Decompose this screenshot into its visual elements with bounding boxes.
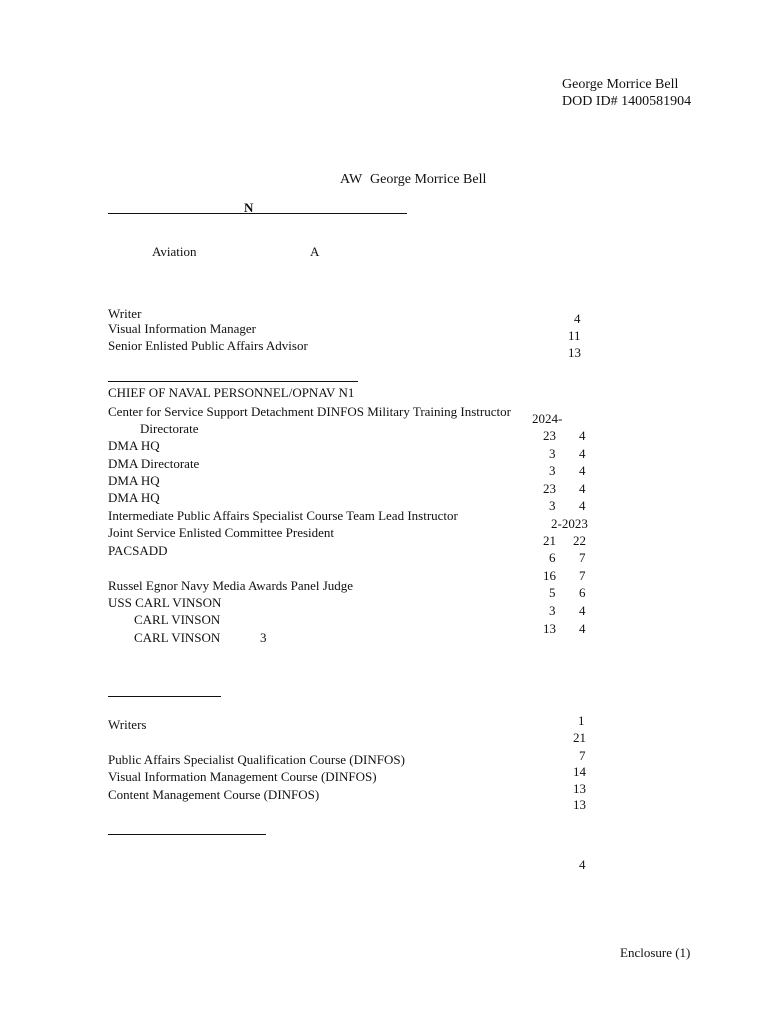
assignment-col-a: 3 (549, 463, 556, 478)
assignment-item: Directorate (140, 421, 199, 436)
billet-title: Senior Enlisted Public Affairs Advisor (108, 338, 308, 353)
title-name: George Morrice Bell (370, 172, 487, 187)
assignment-item: DMA Directorate (108, 456, 200, 471)
assignment-col-b: 4 (579, 498, 586, 513)
assignment-col-a: 2-2023 (551, 516, 588, 531)
assignment-col-a: 3 (549, 603, 556, 618)
assignment-item: Center for Service Support Detachment DINFOS Military Training Instructor (108, 404, 511, 419)
assignment-item: DMA HQ (108, 490, 160, 505)
header-name: George Morrice Bell (562, 77, 679, 92)
assignment-item: USS CARL VINSON (108, 595, 222, 610)
billet-value: 13 (568, 345, 581, 360)
assignment-col-a: 2024- (532, 411, 563, 426)
section-rule (108, 696, 221, 697)
assignment-item: CARL VINSON (134, 630, 221, 645)
assignment-col-a: 23 (543, 481, 556, 496)
assignment-col-a: 6 (549, 550, 556, 565)
assignment-col-a: 23 (543, 428, 556, 443)
section-label-n: N (244, 200, 254, 215)
training-value: 21 (573, 730, 586, 745)
assignment-item: CARL VINSON (134, 612, 221, 627)
billet-value: 11 (568, 328, 581, 343)
training-course: Visual Information Management Course (DINFOS) (108, 769, 377, 784)
assignment-col-b: 4 (579, 463, 586, 478)
command-heading: CHIEF OF NAVAL PERSONNEL/OPNAV N1 (108, 385, 355, 400)
assignment-col-a: 16 (543, 568, 556, 583)
community-code: A (310, 244, 320, 259)
billet-title: Writer (108, 306, 142, 321)
assignment-col-a: 13 (543, 621, 556, 636)
billet-value: 4 (574, 311, 581, 326)
section-rule (108, 834, 266, 835)
assignment-item: PACSADD (108, 543, 168, 558)
assignment-col-b: 6 (579, 585, 586, 600)
assignment-inline-value: 3 (260, 630, 267, 645)
enclosure-label: Enclosure (1) (620, 945, 691, 960)
assignment-col-b: 7 (579, 568, 586, 583)
assignment-col-b: 4 (579, 446, 586, 461)
section-rule (108, 213, 407, 214)
training-value: 7 (579, 748, 586, 763)
assignment-col-b: 4 (579, 621, 586, 636)
section-rule (108, 381, 358, 382)
community-label: Aviation (152, 244, 197, 259)
header-dod-id: DOD ID# 1400581904 (562, 94, 692, 109)
assignment-item: Russel Egnor Navy Media Awards Panel Judge (108, 578, 354, 593)
assignment-col-b: 7 (579, 550, 586, 565)
training-value: 13 (573, 797, 586, 812)
assignment-item: DMA HQ (108, 438, 160, 453)
training-value: 13 (573, 781, 586, 796)
assignment-col-b: 4 (579, 603, 586, 618)
assignment-item: DMA HQ (108, 473, 160, 488)
assignment-item: Intermediate Public Affairs Specialist Course Team Lead Instructor (108, 508, 458, 523)
assignment-item: Joint Service Enlisted Committee President (108, 525, 335, 540)
final-value: 4 (579, 857, 586, 872)
training-value: 1 (578, 713, 585, 728)
assignment-col-a: 3 (549, 446, 556, 461)
billet-title: Visual Information Manager (108, 321, 256, 336)
training-value: 14 (573, 764, 586, 779)
assignment-col-b: 22 (573, 533, 586, 548)
assignment-col-a: 5 (549, 585, 556, 600)
training-writers: Writers (108, 717, 147, 732)
assignment-col-a: 21 (543, 533, 556, 548)
title-rate: AW (340, 172, 363, 187)
assignment-col-b: 4 (579, 481, 586, 496)
training-course: Content Management Course (DINFOS) (108, 787, 320, 802)
training-course: Public Affairs Specialist Qualification Course (DINFOS) (108, 752, 405, 767)
assignment-col-b: 4 (579, 428, 586, 443)
assignment-col-a: 3 (549, 498, 556, 513)
